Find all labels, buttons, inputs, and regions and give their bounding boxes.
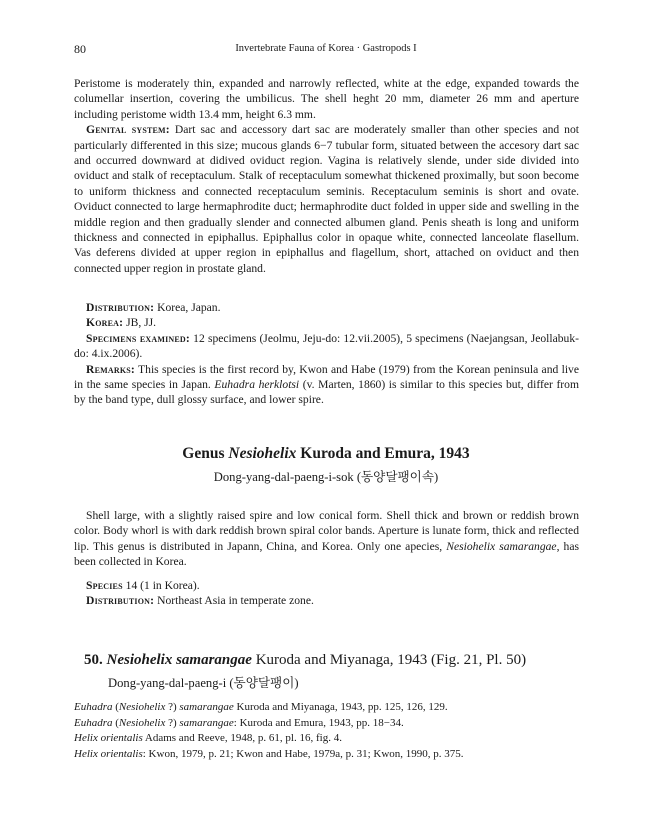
species-name: Nesiohelix samarangae	[106, 652, 252, 668]
korea-text: JB, JJ.	[123, 316, 157, 330]
genus-prefix: Genus	[182, 445, 229, 462]
peristome-paragraph: Peristome is moderately thin, expanded and narrowly reflected, white at the edge, expanded towards the columellar insertion, covering the umbilicus. The shell heght 20 mm, diameter 26 mm and aperture including peristome width 13.4 mm, height 6.3 mm.	[74, 77, 579, 121]
genus-authority: Kuroda and Emura, 1943	[296, 445, 470, 462]
page-number: 80	[74, 42, 86, 56]
running-header	[74, 42, 578, 58]
description-section	[74, 76, 579, 276]
genus-info	[74, 578, 579, 609]
genus-desc-text-2: , has been collected in Korea.	[74, 539, 579, 569]
remarks-label: Remarks:	[86, 362, 135, 376]
species-count-line	[74, 578, 579, 593]
remarks-text-1: This species is the first record by, Kwon and Habe (1979) from the Korean peninsula and live in the same species in Japan.	[74, 362, 579, 392]
species-count-text: 14 (1 in Korea).	[122, 579, 200, 592]
remarks-paragraph	[74, 362, 579, 408]
genus-distribution-line	[74, 593, 579, 608]
distribution-text: Korea, Japan.	[154, 301, 221, 314]
genus-korean-name: Dong-yang-dal-paeng-i-sok (동양달팽이속)	[213, 470, 439, 484]
synonym-entry: Helix orientalis Adams and Reeve, 1948, p. 61, pl. 16, fig. 4.	[74, 732, 342, 744]
genital-system-label: Genital system:	[86, 123, 170, 137]
synonym-entry: Helix orientalis: Kwon, 1979, p. 21; Kwon and Habe, 1979a, p. 31; Kwon, 1990, p. 375.	[74, 747, 464, 760]
specimens-line	[74, 331, 579, 362]
korea-label: Korea:	[86, 316, 124, 330]
genus-distribution-label: Distribution:	[86, 594, 155, 608]
genus-name: Nesiohelix	[228, 445, 297, 462]
remarks-species-name: Euhadra herklotsi	[214, 378, 300, 392]
genus-distribution-text: Northeast Asia in temperate zone.	[154, 594, 314, 608]
running-title: Invertebrate Fauna of Korea · Gastropods I	[235, 43, 417, 54]
korea-line	[74, 315, 579, 330]
genital-system-paragraph	[74, 122, 579, 276]
genus-description	[74, 508, 579, 570]
species-label: Species	[86, 579, 123, 592]
remarks-text-2: (v. Marten, 1860) is similar to this species but, differ from by the band type, dull glossy surface, and lower spire.	[74, 378, 579, 407]
genus-desc-text-1: Shell large, with a slightly raised spire and low conical form. Shell thick and brown or reddish brown color. Body whorl is with dark reddish brown spiral color bands. Aperture is lunate form, thick and reflected lip. This genus is distributed in Japann, China, and Korea. Only one apecies,	[74, 509, 579, 553]
synonym-entry: Euhadra (Nesiohelix ?) samarangae Kuroda and Miyanaga, 1943, pp. 125, 126, 129.	[74, 701, 448, 713]
genus-desc-species: Nesiohelix samarangae	[446, 539, 557, 553]
species-korean-name: Dong-yang-dal-paeng-i (동양달팽이)	[108, 676, 299, 690]
distribution-line	[74, 300, 579, 315]
distribution-label: Distribution:	[86, 301, 155, 314]
genus-description-paragraph	[74, 508, 579, 570]
genital-system-text: Dart sac and accessory dart sac are moderately smaller than other species and not particularly differented in this size; mucous glands 6−7 tubular form, situated between the accesory dart sac and occurred downward at didived oviduct region. Vagina is relatively slende, under side divided into oviduct and stalk of receptaculum. Stalk of receptaculum somewhat thickened proximally, but soon become to uniform thickness and connected receptaculum seminis. Receptaculum seminis is short and ovate. Oviduct connected to large hermaphrodite duct; hermaphrodite duct folded in upper side and swelling in the middle region and then gradually slender and connected albumen gland. Penis sheath is long and uniform thickness and connected in epiphallus. Epiphallus color in opaque white, connected lanceolate flasellum. Vas deferens divided at upper region in epiphallus and flagellum, short, attached on oviduct and then connected upper region in prostate gland.	[74, 123, 579, 275]
species-authority: Kuroda and Miyanaga, 1943 (Fig. 21, Pl. 50)	[251, 652, 527, 668]
species-heading	[84, 652, 526, 669]
specimens-text: 12 specimens (Jeolmu, Jeju-do: 12.vii.2005), 5 specimens (Naejangsan, Jeollabuk-do: 4.ix.2006).	[74, 331, 579, 361]
specimens-label: Specimens examined:	[86, 331, 190, 345]
synonym-entry: Euhadra (Nesiohelix ?) samarangae: Kuroda and Emura, 1943, pp. 18−34.	[74, 716, 404, 729]
previous-species-info	[74, 300, 579, 408]
genus-heading	[0, 445, 652, 463]
species-number: 50.	[84, 652, 103, 668]
synonymy-list	[74, 700, 579, 762]
